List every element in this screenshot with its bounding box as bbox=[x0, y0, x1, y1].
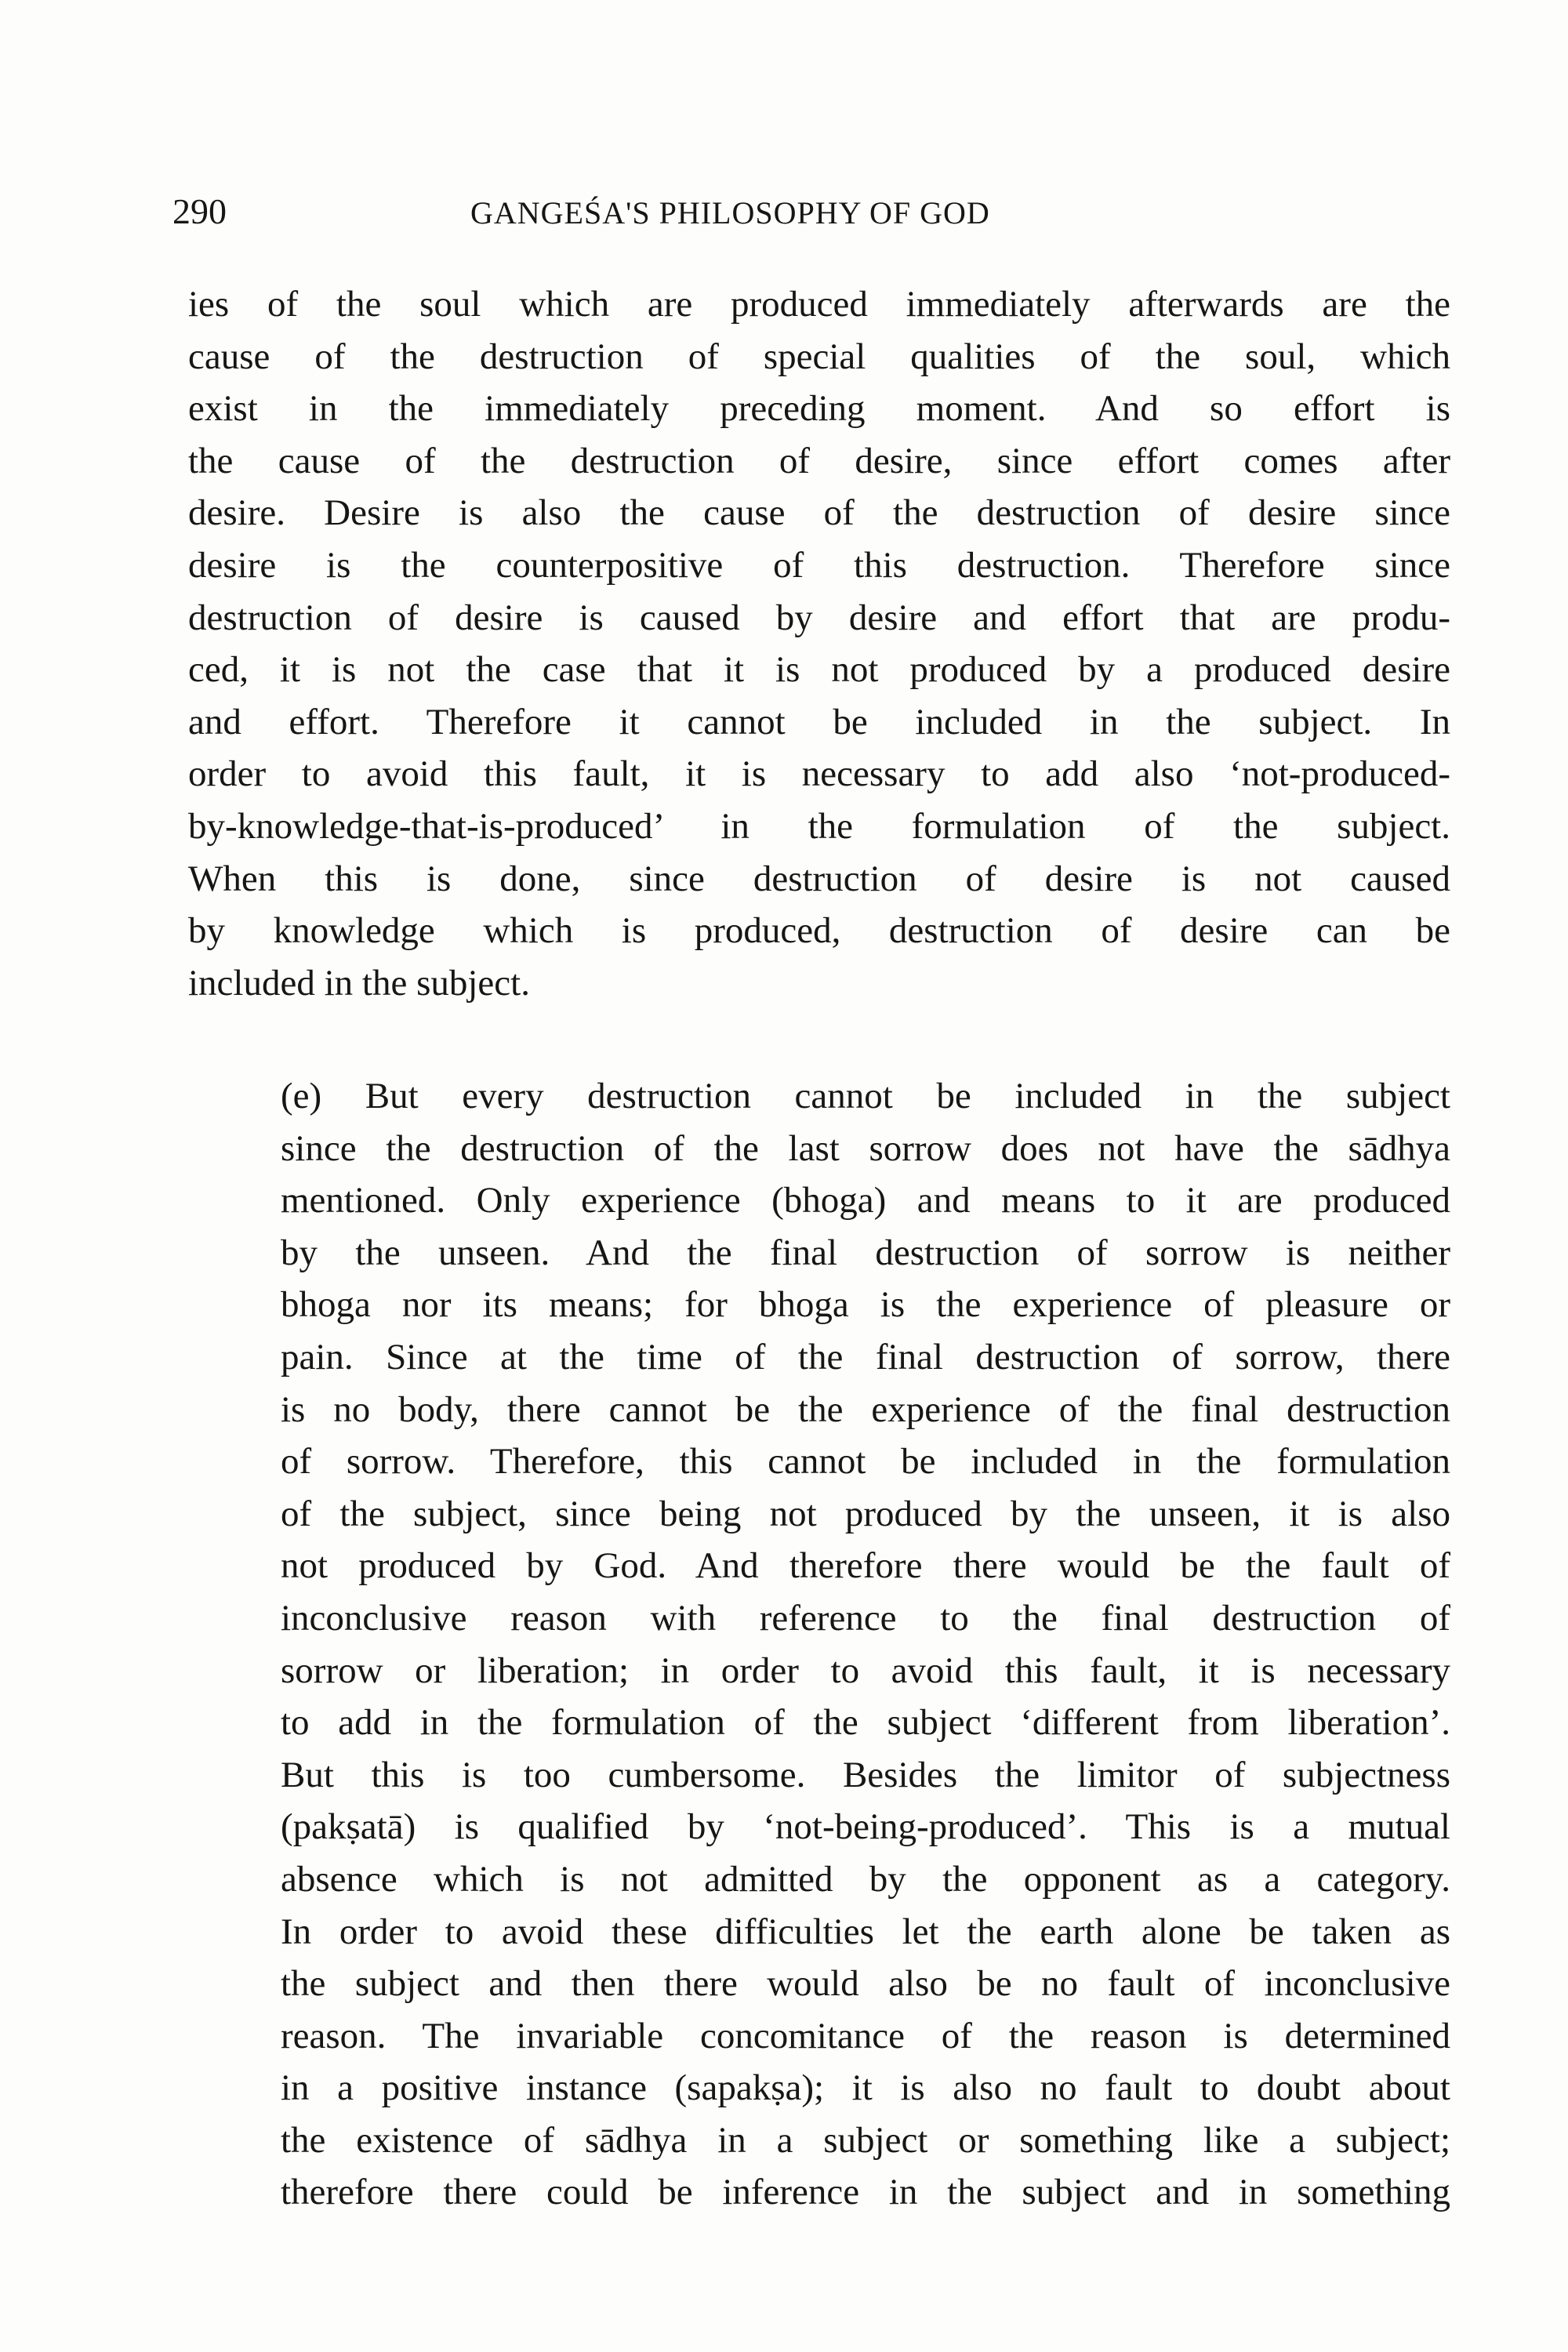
text-line: ies of the soul which are produced immediately afterwards are the bbox=[188, 284, 1450, 325]
text-line: inconclusive reason with reference to the final destruction of bbox=[281, 1597, 1450, 1639]
text-line: But this is too cumbersome. Besides the limitor of subjectness bbox=[281, 1754, 1450, 1795]
text-line: (pakṣatā) is qualified by ‘not-being-produced’. This is a mutual bbox=[281, 1806, 1450, 1848]
text-line: included in the subject. bbox=[188, 962, 530, 1004]
text-line: reason. The invariable concomitance of the reason is determined bbox=[281, 2015, 1450, 2056]
text-line: bhoga nor its means; for bhoga is the experience of pleasure or bbox=[281, 1284, 1450, 1326]
paragraph-1 bbox=[188, 278, 1450, 1009]
text-line: order to avoid this fault, it is necessary to add also ‘not-produced- bbox=[188, 753, 1450, 795]
text-line: the subject and then there would also be no fault of inconclusive bbox=[281, 1963, 1450, 2005]
text-line: since the destruction of the last sorrow does not have the sādhya bbox=[281, 1127, 1450, 1169]
text-line: mentioned. Only experience (bhoga) and means to it are produced bbox=[281, 1180, 1450, 1221]
text-line: and effort. Therefore it cannot be included in the subject. In bbox=[188, 701, 1450, 742]
text-line: (e) But every destruction cannot be included in the subject bbox=[281, 1076, 1450, 1116]
text-line: the existence of sādhya in a subject or something like a subject; bbox=[281, 2119, 1450, 2161]
text-line: destruction of desire is caused by desire and effort that are produ- bbox=[188, 597, 1450, 638]
text-line: of the subject, since being not produced by the unseen, it is also bbox=[281, 1493, 1450, 1534]
text-line: absence which is not admitted by the opponent as a category. bbox=[281, 1858, 1450, 1900]
running-head bbox=[172, 188, 1458, 235]
text-line: the cause of the destruction of desire, since effort comes after bbox=[188, 440, 1450, 481]
text-line: is no body, there cannot be the experience of the final destruction bbox=[281, 1388, 1450, 1430]
text-line: not produced by God. And therefore there would be the fault of bbox=[281, 1545, 1450, 1587]
text-line: ced, it is not the case that it is not produced by a produced desire bbox=[188, 649, 1450, 691]
text-line: in a positive instance (sapakṣa); it is also no fault to doubt about bbox=[281, 2067, 1450, 2109]
text-line: When this is done, since destruction of desire is not caused bbox=[188, 858, 1450, 899]
text-line: desire. Desire is also the cause of the destruction of desire since bbox=[188, 492, 1450, 534]
text-line: In order to avoid these difficulties let the earth alone be taken as bbox=[281, 1911, 1450, 1952]
text-line: of sorrow. Therefore, this cannot be included in the formulation bbox=[281, 1441, 1450, 1483]
text-line: by-knowledge-that-is-produced’ in the formulation of the subject. bbox=[188, 805, 1450, 847]
running-title: GANGEŚA'S PHILOSOPHY OF GOD bbox=[470, 195, 990, 230]
text-line: by the unseen. And the final destruction of sorrow is neither bbox=[281, 1232, 1450, 1273]
paragraph-2 bbox=[188, 1070, 1450, 2219]
text-line: by knowledge which is produced, destruction of desire can be bbox=[188, 910, 1450, 952]
text-line: exist in the immediately preceding moment. And so effort is bbox=[188, 388, 1450, 430]
page-number: 290 bbox=[172, 191, 227, 231]
text-line: therefore there could be inference in the subject and in something bbox=[281, 2172, 1450, 2213]
text-line: to add in the formulation of the subject ‘different from liberation’. bbox=[281, 1702, 1450, 1744]
text-line: sorrow or liberation; in order to avoid this fault, it is necessary bbox=[281, 1650, 1450, 1691]
text-line: pain. Since at the time of the final destruction of sorrow, there bbox=[281, 1336, 1450, 1377]
text-line: desire is the counterpositive of this destruction. Therefore since bbox=[188, 544, 1450, 586]
text-line: cause of the destruction of special qualities of the soul, which bbox=[188, 336, 1450, 377]
